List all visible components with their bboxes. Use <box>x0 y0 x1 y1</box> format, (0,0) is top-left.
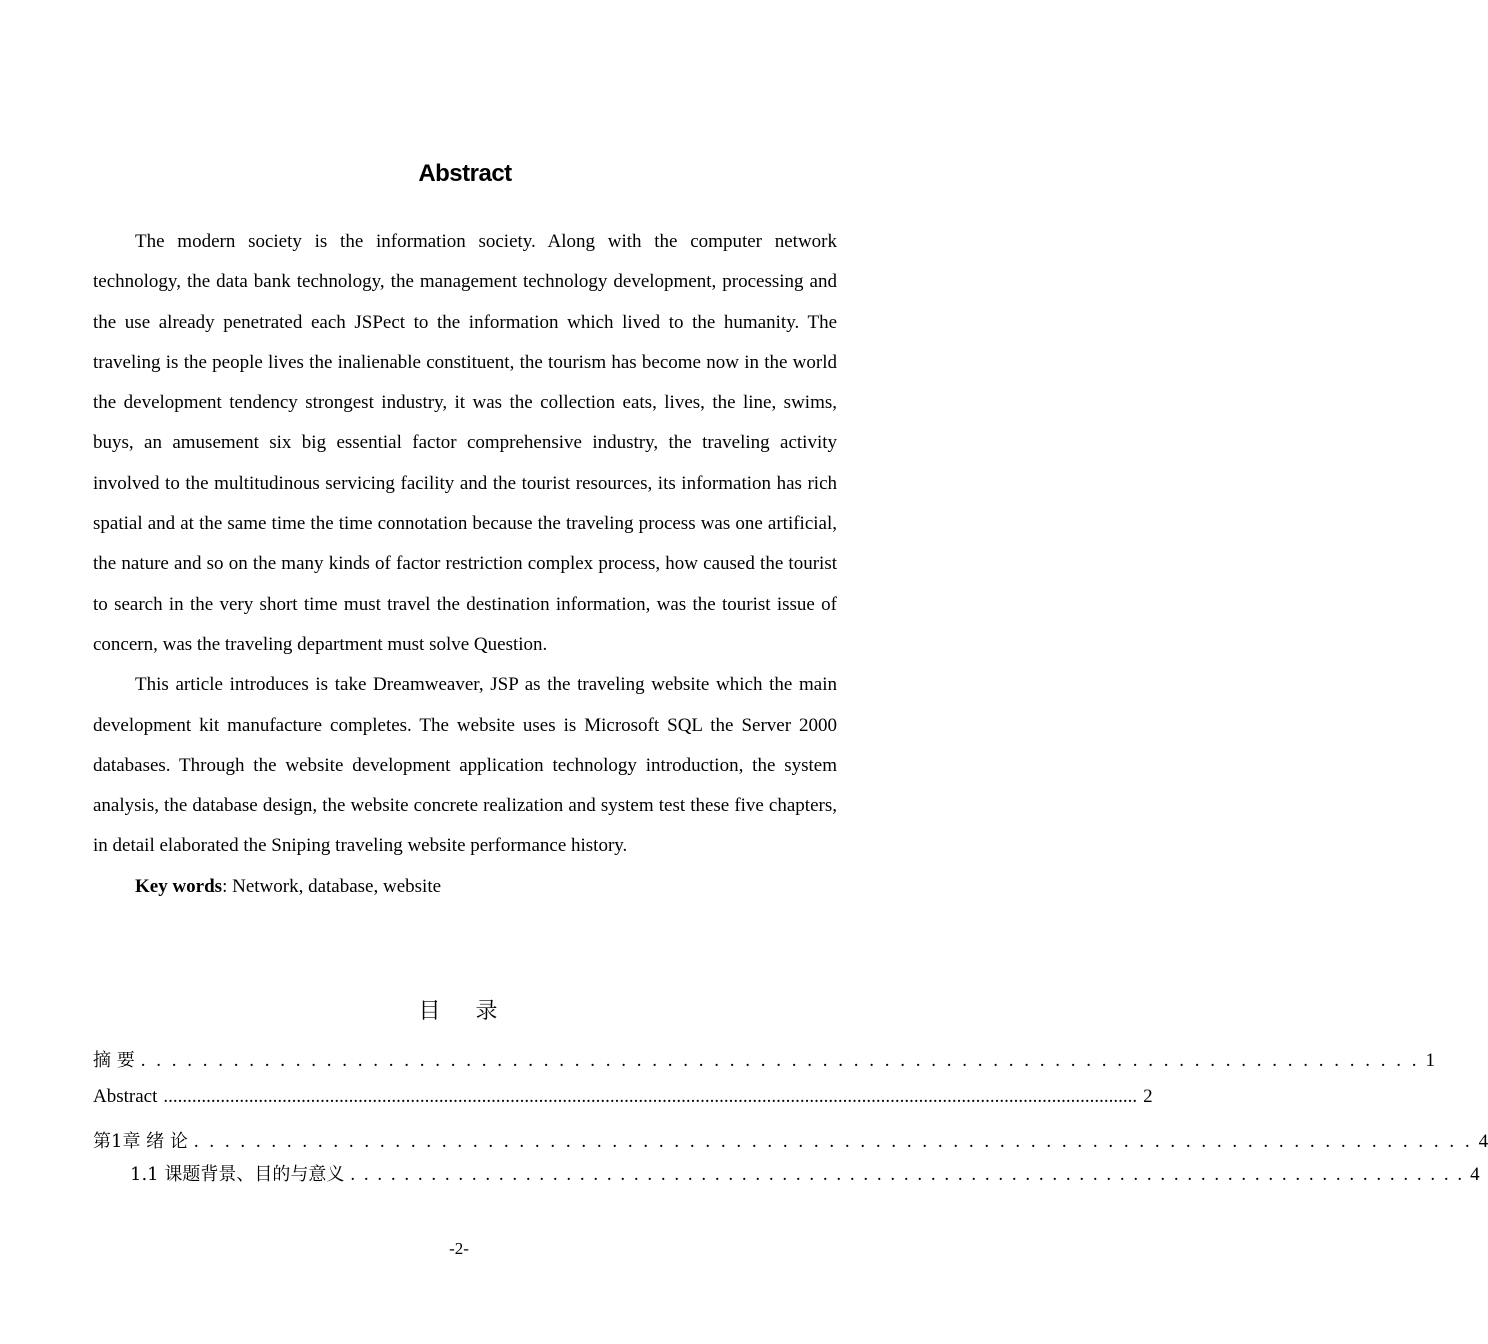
abstract-title: Abstract <box>418 160 512 187</box>
toc-leader-dots: . . . . . . . . . . . . . . . . . . . . . . . . . . . . . . . . . . . . . . . . . . . . . . . . . . . . . . . . . . . . . . . . . . . . . . . . . . . . . . . . . . . <box>350 1164 1465 1185</box>
toc-entry-page: 2 <box>1143 1086 1153 1107</box>
toc-leader-dots: . . . . . . . . . . . . . . . . . . . . . . . . . . . . . . . . . . . . . . . . . . . . . . . . . . . . . . . . . . . . . . . . . . . . . . . . . . . . . . . . . . . <box>140 1050 1420 1071</box>
page-number: -2- <box>449 1239 469 1258</box>
toc-entry-label: 摘 要 <box>93 1050 135 1071</box>
toc-entry-page: 4 <box>1470 1164 1480 1185</box>
keywords-label: Key words <box>135 875 223 897</box>
toc-entry-label: 1.1 课题背景、目的与意义 <box>130 1164 345 1185</box>
abstract-paragraph-1: The modern society is the information society. Along with the computer network technology, the data bank technology, the management technology development, processing and the use already penetrated each JSPect to the information which lived to the humanity. The traveling is the people lives the inalienable constituent, the tourism has become now in the world the development tendency strongest industry, it was the collection eats, lives, the line, swims, buys, an amusement six big essential factor comprehensive industry, the traveling activity involved to the multitudinous servicing facility and the tourist resources, its information has rich spatial and at the same time the time connotation because the traveling process was one artificial, the nature and so on the many kinds of factor restriction complex process, how caused the tourist to search in the very short time must travel the destination information, was the tourist issue of concern, was the traveling department must solve Question. <box>93 231 837 655</box>
toc-title: 目 录 <box>418 999 512 1024</box>
toc-entry[interactable] <box>130 1160 1480 1190</box>
toc-entry-page: 4 <box>1478 1131 1488 1152</box>
toc-entry[interactable] <box>93 1127 1488 1157</box>
abstract-paragraph-2: This article introduces is take Dreamweaver, JSP as the traveling website which the main development kit manufacture completes. The website uses is Microsoft SQL the Server 2000 databases. Through the website development application technology introduction, the system analysis, the database design, the website concrete realization and system test these five chapters, in detail elaborated the Sniping traveling website performance history. <box>93 674 837 857</box>
toc-entry[interactable] <box>93 1086 1153 1116</box>
toc-leader-dots: . . . . . . . . . . . . . . . . . . . . . . . . . . . . . . . . . . . . . . . . . . . . . . . . . . . . . . . . . . . . . . . . . . . . . . . . . . . . . . . . . . . <box>193 1131 1473 1152</box>
toc-entry-page: 1 <box>1425 1050 1435 1071</box>
toc-entry-label: 第1章 绪 论 <box>93 1131 188 1152</box>
toc-entry-label: Abstract <box>93 1086 158 1107</box>
keywords-line <box>93 867 837 907</box>
abstract-body <box>93 222 837 907</box>
keywords-text: : Network, database, website <box>222 875 442 897</box>
toc-leader-dots: ............................................................................................................................................................................................................. <box>163 1086 1138 1107</box>
toc-entry[interactable] <box>93 1046 1435 1076</box>
